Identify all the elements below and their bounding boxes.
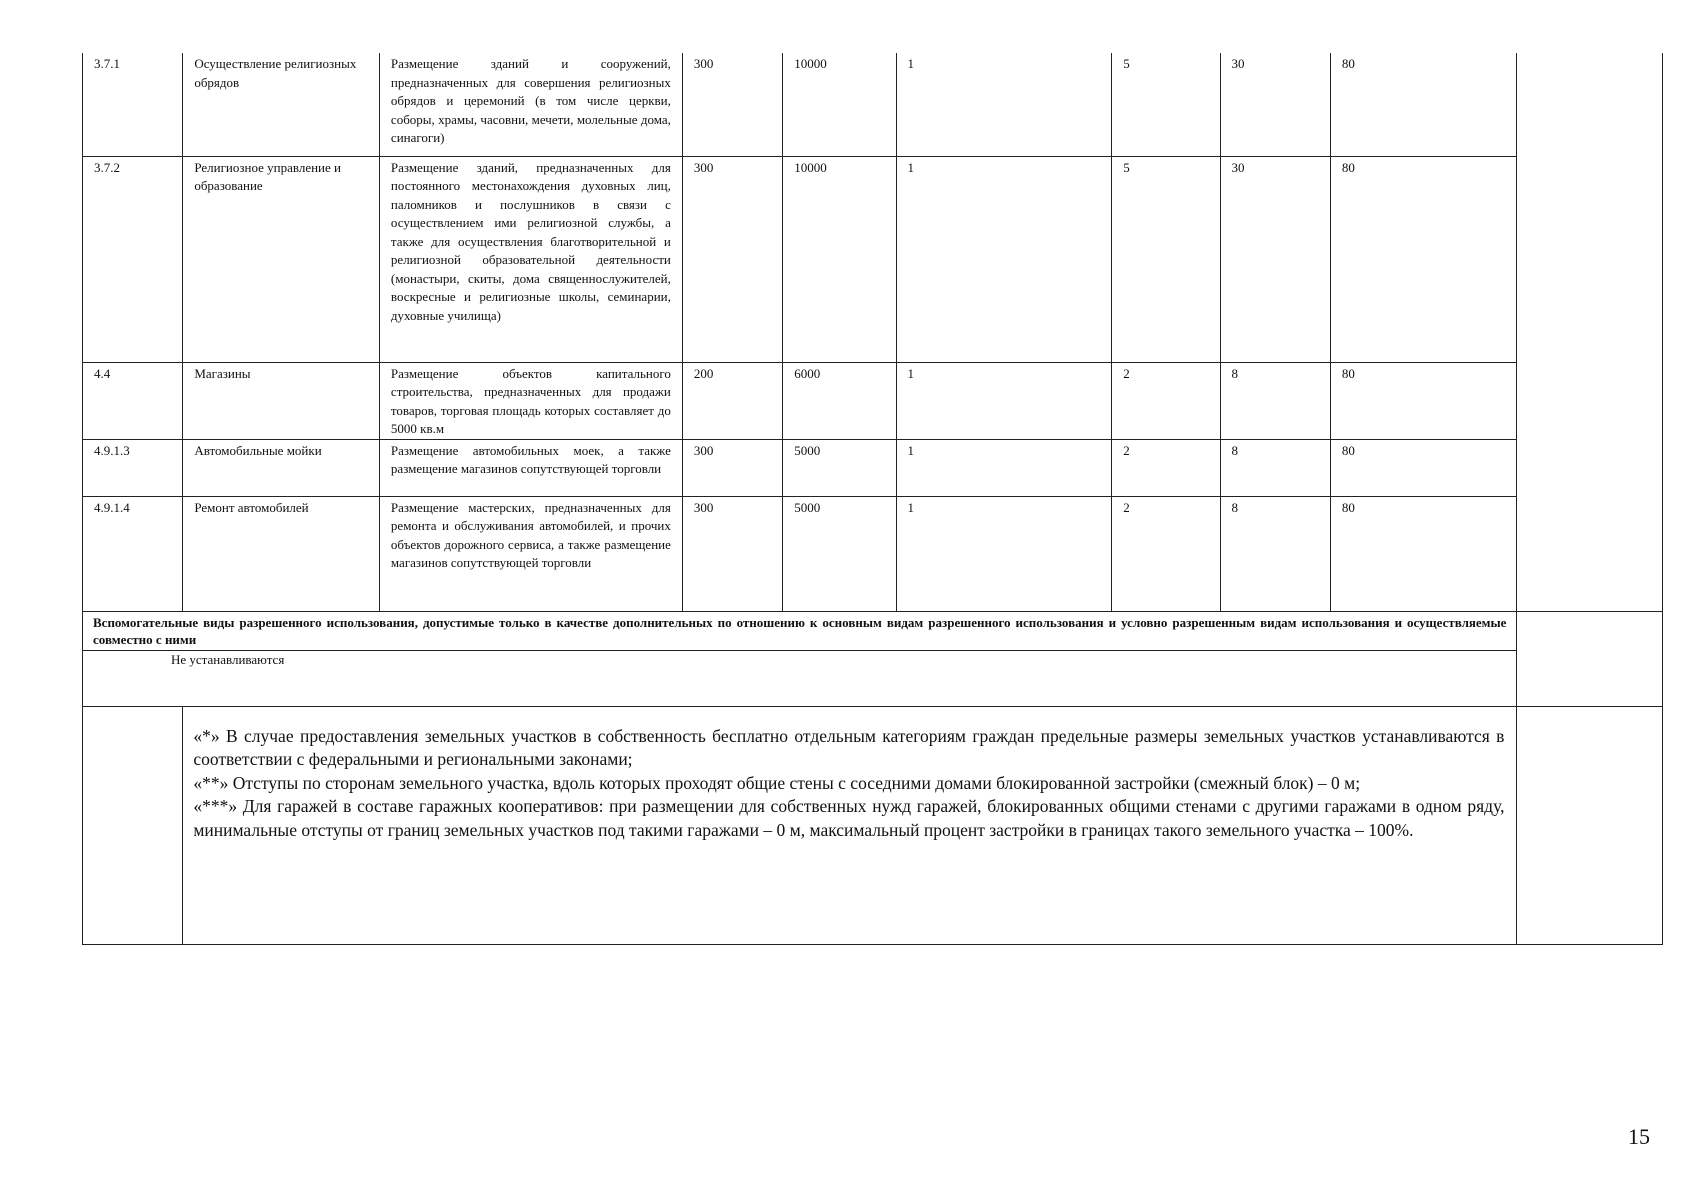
row-col8: 8 [1220,362,1330,439]
row-col7: 5 [1112,156,1220,362]
row-col9: 80 [1330,53,1517,156]
row-col7: 2 [1112,496,1220,611]
auxiliary-section [83,611,1663,706]
row-description: Размещение мастерских, предназначенных для ремонта и обслуживания автомобилей, и прочих объектов дорожного сервиса, а также размещение магазинов сопутствующей торговли [379,496,682,611]
row-min-setback: 1 [896,496,1112,611]
row-description: Размещение автомобильных моек, а также размещение магазинов сопутствующей торговли [379,439,682,496]
row-min-setback: 1 [896,156,1112,362]
table-row [83,53,1663,156]
row-col8: 30 [1220,53,1330,156]
page-number: 15 [1628,1124,1650,1149]
row-description: Размещение объектов капитального строительства, предназначенных для продажи товаров, торговая площадь которых составляет до 5000 кв.м [379,362,682,439]
row-col10 [1517,496,1663,611]
notes-right-cell [1517,706,1663,944]
auxiliary-inner [83,651,1516,706]
row-code: 4.9.1.4 [83,496,183,611]
row-col9: 80 [1330,156,1517,362]
row-min-area: 300 [682,53,782,156]
notes-cell [183,706,1517,944]
row-max-area: 10000 [783,53,896,156]
row-min-setback: 1 [896,439,1112,496]
note-3: «***» Для гаражей в составе гаражных кооперативов: при размещении для собственных нужд гаражей, блокированных общими стенами с другими гаражами в одном ряду, минимальные отступы от границ земельных участков под такими гаражами – 0 м, максимальный процент застройки в границах такого земельного участка – 100%. [193,796,1505,840]
row-col10 [1517,439,1663,496]
row-col8: 30 [1220,156,1330,362]
row-name: Автомобильные мойки [183,439,380,496]
row-description: Размещение зданий, предназначенных для постоянного местонахождения духовных лиц, паломников и послушников в связи с осуществлением ими религиозной службы, а также для осуществления благотворительной и религиозной образовательной деятельности (монастыри, скиты, дома священнослужителей, воскресные и религиозные школы, семинарии, духовные училища) [379,156,682,362]
row-min-setback: 1 [896,362,1112,439]
table-row [83,362,1663,439]
table-row [83,156,1663,362]
note-2: «**» Отступы по сторонам земельного участка, вдоль которых проходят общие стены с соседними домами блокированной застройки (смежный блок) – 0 м; [193,772,1361,793]
row-name: Осуществление религиозных обрядов [183,53,380,156]
row-col10 [1517,362,1663,439]
auxiliary-heading: Вспомогательные виды разрешенного использования, допустимые только в качестве дополнительных по отношению к основным видам разрешенного использования и условно разрешенным видам использования и осуществляемые совместно с ними [83,612,1516,651]
auxiliary-cell [83,611,1517,706]
auxiliary-value: Не устанавливаются [171,651,285,667]
table-row [83,439,1663,496]
zoning-table [82,53,1663,945]
row-max-area: 5000 [783,439,896,496]
row-name: Магазины [183,362,380,439]
table-body [83,53,1663,944]
row-code: 3.7.1 [83,53,183,156]
row-col10 [1517,156,1663,362]
row-code: 3.7.2 [83,156,183,362]
auxiliary-left-cell [83,651,171,706]
row-col10 [1517,53,1663,156]
note-1: «*» В случае предоставления земельных участков в собственность бесплатно отдельным категориям граждан предельные размеры земельных участков устанавливаются в соответствии с федеральными и региональными законами; [193,725,1505,769]
notes-row [83,706,1663,944]
row-col9: 80 [1330,496,1517,611]
row-max-area: 10000 [783,156,896,362]
row-min-area: 300 [682,439,782,496]
row-min-area: 300 [682,156,782,362]
row-name: Религиозное управление и образование [183,156,380,362]
row-col8: 8 [1220,496,1330,611]
row-col7: 5 [1112,53,1220,156]
row-min-area: 300 [682,496,782,611]
notes-left-cell [83,706,183,944]
table-row [83,496,1663,611]
row-min-setback: 1 [896,53,1112,156]
row-col9: 80 [1330,439,1517,496]
row-col7: 2 [1112,439,1220,496]
row-min-area: 200 [682,362,782,439]
row-col7: 2 [1112,362,1220,439]
row-code: 4.4 [83,362,183,439]
row-code: 4.9.1.3 [83,439,183,496]
auxiliary-right-cell [1517,611,1663,706]
row-max-area: 6000 [783,362,896,439]
row-name: Ремонт автомобилей [183,496,380,611]
row-description: Размещение зданий и сооружений, предназначенных для совершения религиозных обрядов и церемоний (в том числе церкви, соборы, храмы, часовни, мечети, молельные дома, синагоги) [379,53,682,156]
row-col9: 80 [1330,362,1517,439]
row-col8: 8 [1220,439,1330,496]
row-max-area: 5000 [783,496,896,611]
